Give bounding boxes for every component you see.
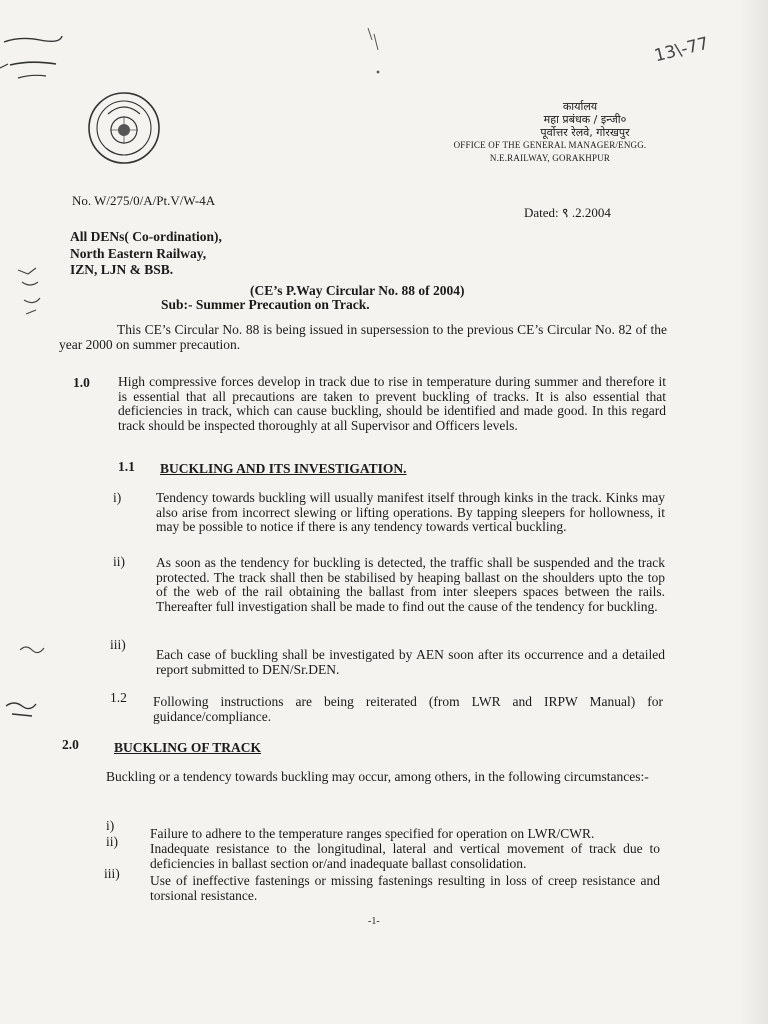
list-number: iii) xyxy=(104,866,120,881)
addressee-line: North Eastern Railway, xyxy=(70,245,207,261)
section-number: 2.0 xyxy=(62,737,79,752)
list-number: iii) xyxy=(110,637,126,652)
margin-mark xyxy=(4,694,40,722)
office-english-line1: OFFICE OF THE GENERAL MANAGER/ENGG. xyxy=(453,140,647,150)
list-number: ii) xyxy=(106,834,118,849)
margin-mark xyxy=(14,262,54,322)
scan-shadow xyxy=(740,0,768,1024)
list-item-text: Tendency towards buckling will usually manifest itself through kinks in the track. Kinks may also arise from incorrect slewing or lifting operations. By tapping sleepers for hollowness, it may be possible to notice if there is any tendency towards vertical buckling. xyxy=(156,490,665,534)
office-hindi-line1: कार्यालय xyxy=(562,100,598,113)
office-header xyxy=(440,100,660,165)
margin-scribble xyxy=(0,20,80,100)
subsection-heading: BUCKLING AND ITS INVESTIGATION. xyxy=(160,461,407,476)
office-hindi-line3: पूर्वोत्तर रेलवे, गोरखपुर xyxy=(540,126,630,139)
section-number: 1.0 xyxy=(73,375,90,390)
list-item-text: Inadequate resistance to the longitudinal, lateral and vertical movement of track due to deficiencies in ballast section or/and inadequate ballast consolidation. xyxy=(150,841,660,871)
list-number: ii) xyxy=(113,554,125,569)
list-item-text: Failure to adhere to the temperature ranges specified for operation on LWR/CWR. xyxy=(150,826,595,841)
list-item-text: As soon as the tendency for buckling is detected, the traffic shall be suspended and the track protected. The track shall then be stabilised by heaping ballast on the shoulders upto the top of the web of the rail obtaining the ballast from inter sleepers spaces between the rails. Thereafter full investigation shall be made to find out the cause of the tendency for buckling. xyxy=(156,555,665,614)
reference-number: No. W/275/0/A/Pt.V/W-4A xyxy=(72,193,216,208)
subsection-text: Following instructions are being reiterated (from LWR and IRPW Manual) for guidance/compliance. xyxy=(153,694,663,724)
subsection-number: 1.1 xyxy=(118,459,135,474)
list-number: i) xyxy=(106,818,115,833)
section-2-intro: Buckling or a tendency towards buckling may occur, among others, in the following circumstances:- xyxy=(106,769,649,784)
circular-title: (CE’s P.Way Circular No. 88 of 2004) xyxy=(250,283,465,298)
list-number: i) xyxy=(113,490,122,505)
railway-seal-emblem xyxy=(86,90,162,166)
handwritten-number: 13\-77 xyxy=(652,33,711,67)
subject-line: Sub:- Summer Precaution on Track. xyxy=(161,297,370,312)
scan-speck xyxy=(360,24,390,80)
addressee-block xyxy=(70,229,222,279)
date: Dated: ९ .2.2004 xyxy=(524,205,611,220)
section-heading: BUCKLING OF TRACK xyxy=(114,740,262,755)
office-hindi-line2: महा प्रबंधक / इन्जी० xyxy=(543,113,627,126)
list-item-text: Each case of buckling shall be investigated by AEN soon after its occurrence and a detailed report submitted to DEN/Sr.DEN. xyxy=(156,647,665,677)
addressee-line: All DENs( Co-ordination), xyxy=(70,229,222,244)
intro-paragraph: This CE’s Circular No. 88 is being issued in supersession to the previous CE’s Circular No. 82 of the year 2000 on summer precaution. xyxy=(59,322,667,352)
page-number: -1- xyxy=(368,916,380,927)
subsection-number: 1.2 xyxy=(110,690,127,705)
addressee-line: IZN, LJN & BSB. xyxy=(70,262,174,277)
section-1-text: High compressive forces develop in track due to rise in temperature during summer and therefore it is essential that all precautions are taken to prevent buckling of tracks. It is also essential that deficiencies in track, which can cause buckling, should be identified and made good. In this regard track should be inspected thoroughly at all Supervisor and Officers levels. xyxy=(118,374,666,433)
margin-mark xyxy=(18,640,48,660)
list-item-text: Use of ineffective fastenings or missing fastenings resulting in loss of creep resistance and torsional resistance. xyxy=(150,873,660,903)
office-english-line2: N.E.RAILWAY, GORAKHPUR xyxy=(489,153,611,163)
